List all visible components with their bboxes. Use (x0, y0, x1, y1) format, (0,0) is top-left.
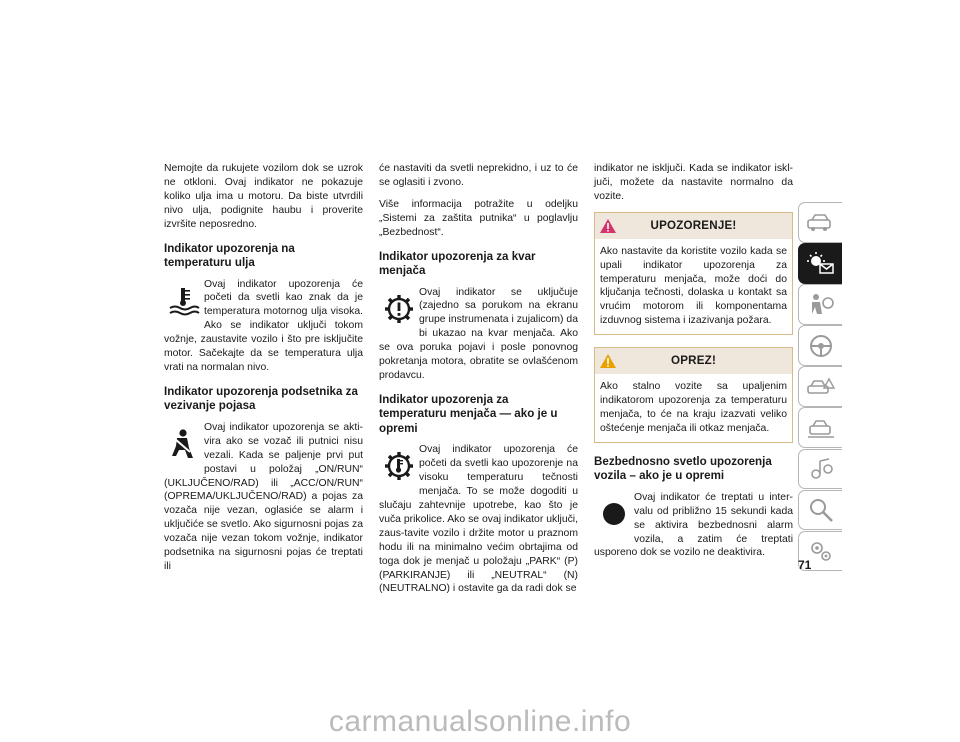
security-light-icon (594, 491, 634, 537)
tab-index[interactable] (798, 490, 842, 531)
warning-box-header (595, 213, 792, 239)
airbag-icon (806, 292, 836, 316)
transmission-temperature-icon (379, 443, 419, 489)
oil-temp-heading: Indikator upozorenja na temperaturu ulja (164, 241, 295, 270)
seatbelt-section (164, 421, 363, 574)
caution-box-header (595, 348, 792, 374)
transmission-fault-text: Ovaj indikator se uključuje (zajedno sa porukom na ekranu grupe instrumenata i zujalicom) da bi ukazao na kvar menjača. Ako se ova poruka pojavi i posle ponovnog pokretanja motora, obratite se ovlašćenom prodavcu. (379, 286, 578, 381)
transmission-fault-icon (379, 286, 419, 332)
tab-emergency[interactable] (798, 366, 842, 407)
magnifier-icon (808, 497, 834, 523)
watermark: carmanualsonline.info (328, 705, 632, 738)
oil-intro-paragraph: Nemojte da rukujete vozilom dok se uzrok ne otkloni. Ovaj indikator ne pokazuje koliko ulja ima u motoru. Da biste utvrdili nivo ulja, podignite haubu i proverite izvršite neposredno. (164, 163, 363, 230)
oil-temp-text: Ovaj indikator upozorenja će početi da svetli kao znak da je temperatura motornog ulja visoka. Ako se indikator uključi tokom vožnje, zaustavite vozilo i što pre isključite motor. Sačekajte da se temperatura ulja vrati na normalan nivo. (164, 278, 363, 373)
oil-temperature-icon (164, 278, 204, 324)
security-light-text: Ovaj indikator će treptati u inter-valu od približno 15 sekundi kada se aktivira bezbednosni alarm vozila, a zatim će treptati usporeno dok se vozilo ne deaktivira. (594, 491, 793, 559)
seatbelt-text: Ovaj indikator upozorenja se akti-vira ako se vozač ili putnici nisu vezali. Kada se paljenje prvi put postavi u položaj „ON/RUN“ (UKLJUČENO/RAD) ili „ACC/ON/RUN“ (OPREMA/UKLJUČENO/RAD) a pojas za vozača nije vezan, oglasiće se alarm i uključiće se svetlo. Ako sigurnosni pojas za vozača nije vezan tokom vožnje, indikator podsetnika na sigurnosni pojas će treptati ili (164, 421, 363, 572)
chapter-tabs (798, 202, 842, 572)
more-info-paragraph: Više informacija potražite u odeljku „Sistemi za zaštita putnika“ u poglavlju „Bezbednost“. (379, 198, 578, 238)
caution-title: OPREZ! (671, 354, 716, 368)
warning-text: Ako nastavite da koristite vozilo kada se upali indikator upozorenja za temperaturu menjača, može doći do ključanja tečnosti, dolaska u kontakt sa vrućim motorom ili komponentama izduvnog sistema i izazivanja požara. (600, 245, 787, 327)
transmission-temp-continued: indikator ne isključi. Kada se indikator iskl-juči, možete da nastavite normalno da vozite. (594, 163, 793, 202)
note-wrench-icon (807, 456, 835, 482)
column-left (164, 162, 363, 582)
transmission-fault-heading: Indikator upozorenja za kvar menjača (379, 249, 536, 278)
tab-instrument-panel[interactable] (798, 243, 842, 284)
caution-triangle-icon (599, 353, 617, 374)
seatbelt-heading: Indikator upozorenja podsetnika za vezivanje pojasa (164, 384, 358, 413)
transmission-fault-section (379, 286, 578, 383)
column-right (594, 162, 793, 568)
transmission-temp-text: Ovaj indikator upozorenja će početi da svetli kao upozorenje na visoku temperaturu tečnosti menjača. To se može dogoditi u slučaju zahtevnije upotrebe, kao što je vuča prikolice. Ako se ovaj indikator uključi, zaus-tavite vozilo i držite motor u praznom hodu ili na minimalno većim obrtajima od toga dok je menjač u položaju „PARK“ (P) (PARKIRANJE) ili „NEUTRAL“ (N) (NEUTRALNO) i ostavite ga da radi dok se (379, 444, 578, 595)
oil-temp-section (164, 278, 363, 375)
tab-starting-operating[interactable] (798, 325, 842, 366)
transmission-temp-section (379, 443, 578, 596)
security-light-section (594, 491, 793, 561)
warning-title: UPOZORENJE! (650, 218, 737, 232)
tab-safety[interactable] (798, 284, 842, 325)
security-light-heading: Bezbednosno svetlo upozorenja vozila – ako je u opremi (594, 454, 772, 483)
caution-text: Ako stalno vozite sa upaljenim indikatorom upozorenja za temperaturu menjača, to će na kraju izazvati veliko oštećenje menjača ili otkaz menjača. (600, 381, 787, 434)
hazard-car-icon (806, 375, 836, 399)
tab-servicing-maintenance[interactable] (798, 407, 842, 448)
warning-box (594, 212, 793, 335)
seatbelt-continued: će nastaviti da svetli neprekidno, i uz to će se oglasiti i zvono. (379, 163, 578, 188)
caution-box (594, 347, 793, 443)
warning-light-icon (806, 251, 836, 275)
car-service-icon (806, 416, 836, 440)
car-key-icon (806, 211, 836, 233)
tab-multimedia[interactable] (798, 449, 842, 490)
steering-wheel-icon (808, 333, 834, 359)
transmission-temp-heading: Indikator upozorenja za temperaturu menjača — ako je u opremi (379, 392, 558, 435)
tab-getting-to-know-vehicle[interactable] (798, 202, 842, 243)
seatbelt-icon (164, 421, 204, 467)
column-middle (379, 162, 578, 604)
warning-triangle-icon (599, 218, 617, 239)
page-number: 71 (798, 558, 812, 572)
